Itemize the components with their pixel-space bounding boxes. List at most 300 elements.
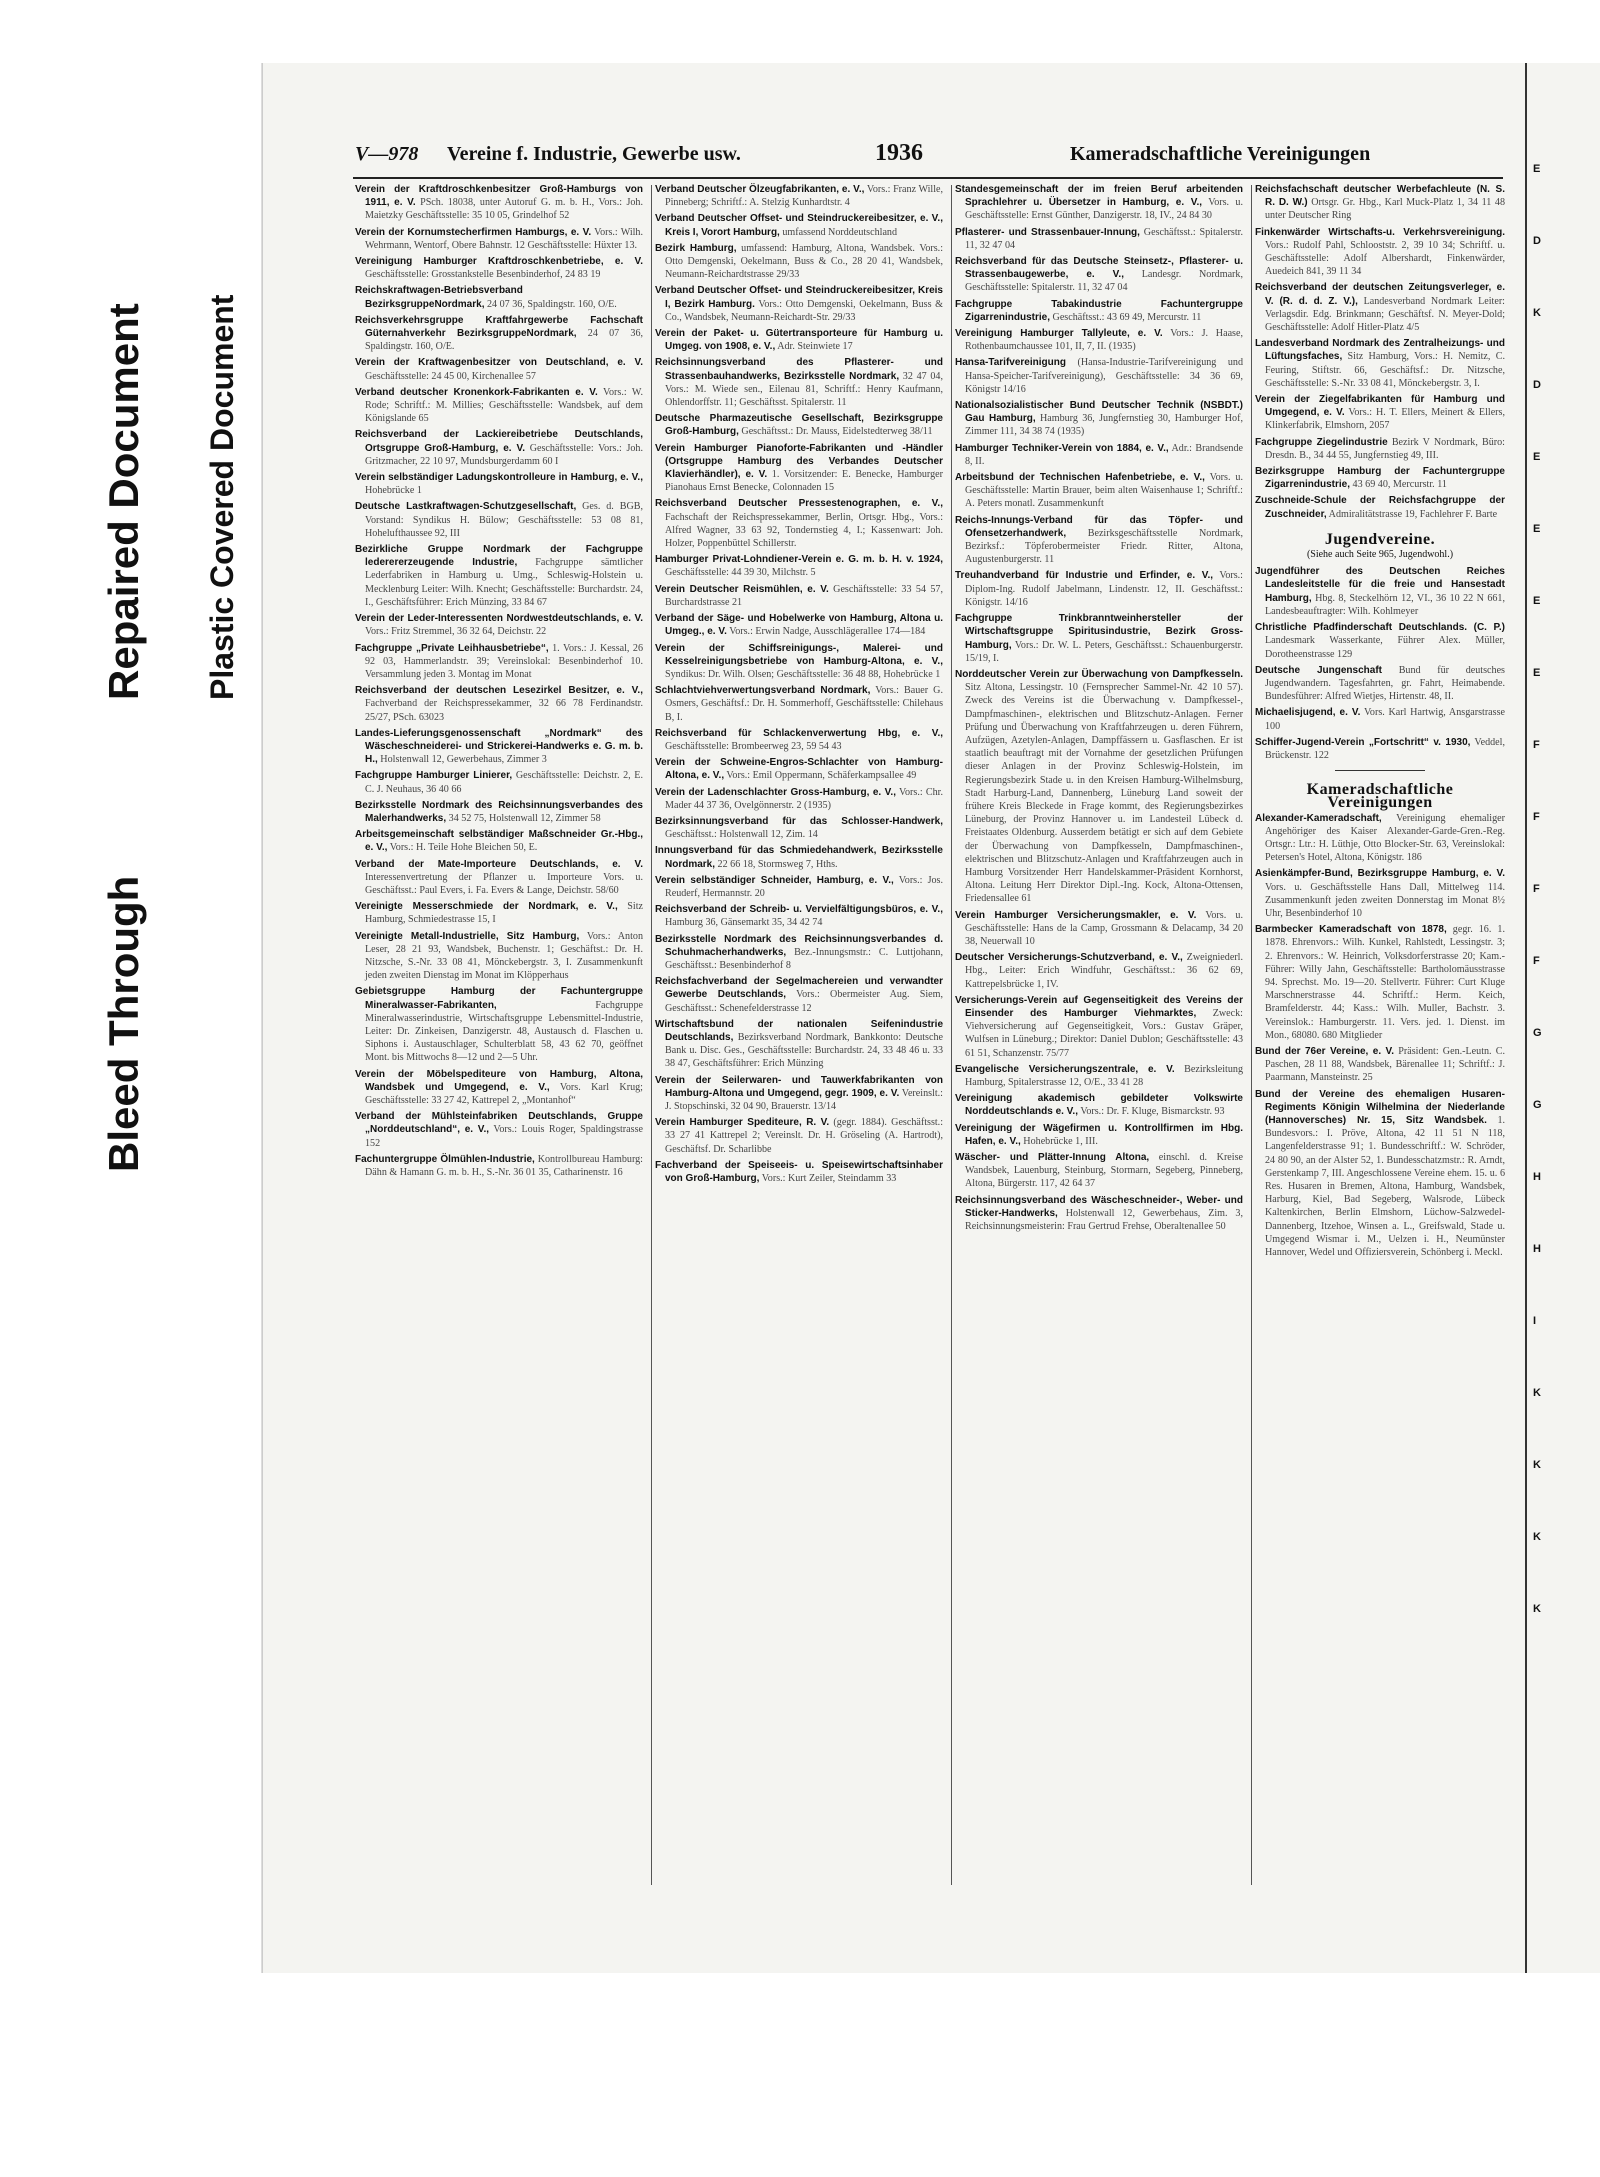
directory-entry [655,727,943,753]
entry-name: Landesverband Nordmark des Zentralheizungs- und Lüftungsfaches, [1255,338,1505,363]
adjacent-page-letter: F [1533,955,1540,967]
directory-entry [1255,226,1505,279]
directory-entry [355,314,643,354]
directory-entry [355,828,643,854]
entry-details: Kontrollbureau Hamburg: Dähn & Hamann G. m. b. H., S.-Nr. 36 01 35, Catharinenstr. 16 [365,1153,643,1179]
adjacent-page-letter: K [1533,1531,1541,1543]
directory-entry [955,1151,1243,1191]
entry-details: Vors.: Franz Wille, Pinneberg; Schriftf.: A. Stelzig Kunhardtstr. 4 [665,184,943,209]
header-title-right: Kameradschaftliche Vereinigungen [1070,143,1371,165]
adjacent-page-letter: K [1533,1459,1541,1471]
directory-entry [355,642,643,682]
directory-entry [955,1194,1243,1234]
entry-name: Landes-Lieferungsgenossenschaft „Nordmark“ des Wäscheschneiderei- und Strickerei-Handwerks e. G. m. b. H., [355,727,643,766]
entry-details: Vors.: Dr. F. Kluge, Bismarckstr. 93 [1078,1106,1225,1118]
directory-entry [1255,465,1505,491]
entry-name: Verein der Schiffsreinigungs-, Malerei- und Kesselreinigungsbetriebe von Hamburg-Altona, e. V., [655,642,943,667]
entry-name: Versicherungs-Verein auf Gegenseitigkeit des Vereins der Einsender des Hamburger Viehmarktes, [955,994,1243,1019]
entry-name: Reichsverband für das Deutsche Steinsetz-, Pflasterer- u. Strassenbaugewerbe, e. V., [955,256,1243,281]
entry-name: Deutscher Versicherungs-Schutzverband, e. V., [955,952,1183,964]
directory-entry [1255,621,1505,661]
entry-name: Deutsche Pharmazeutische Gesellschaft, Bezirksgruppe Groß-Hamburg, [655,413,943,438]
entry-details: Landesverband Nordmark Leiter: Verlagsdir. Edg. Brinkmann; Geschäftsf. N. Meyer-Dold; Geschäftsstelle: Adolf Hitler-Platz 4/5 [1265,295,1505,334]
entry-name: Verein der Ladenschlachter Gross-Hamburg, e. V., [655,786,896,798]
entry-details: Zweck: Viehversicherung auf Gegenseitigkeit, Vors.: Gustav Gräper, Wulfsen in Lüneburg.; Direktor: Daniel Dublon; Geschäftsstelle: 43 61 51, Schanzenstr. 75/77 [965,1007,1243,1059]
entry-name: Verein Hamburger Versicherungsmakler, e. V. [955,909,1197,921]
entry-name: Fachgruppe Hamburger Linierer, [355,770,513,782]
directory-entry [655,212,943,238]
directory-entry [655,815,943,841]
entry-name: Fachgruppe Tabakindustrie Fachuntergruppe Zigarrenindustrie, [955,298,1243,323]
entry-name: Reichsinnungsverband des Pflasterer- und Strassenbauhandwerks, Bezirksstelle Nordmark, [655,357,943,382]
entry-details: Geschäftsstelle: Grosstankstelle Besenbinderhof, 24 83 19 [365,269,601,281]
entry-details: Vors. Karl Hartwig, Ansgarstrasse 100 [1265,707,1505,732]
entry-details: Präsident: Gen.-Leutn. C. Paschen, 28 11 88, Wandsbek, Bärenallee 11; Schriftf.: J. Paarmann, Mansteinstr. 25 [1265,1045,1505,1084]
entry-details: Vors.: Emil Oppermann, Schäferkampsallee 49 [724,770,917,782]
directory-entry [955,471,1243,511]
text-column-4 [1255,183,1505,1883]
entry-name: Norddeutscher Verein zur Überwachung von Dampfkesseln. [955,668,1243,680]
adjacent-page-letter: F [1533,811,1540,823]
directory-entry [955,994,1243,1060]
directory-entry [355,543,643,609]
entry-details: Holstenwall 12, Gewerbehaus, Zimmer 3 [377,754,547,766]
directory-entry [655,1018,943,1071]
entry-details: Fachgruppe Mineralwasserindustrie, Wirtschaftsgruppe Lebensmittel-Industrie, Leiter: Dr. Zinkeisen, Danzigerstr. 48, Austausch d. Flaschen u. Siphons i. Austauschlager, Schulterblatt 58, 43 62 70, geöffnet Mont. bis Mittwochs 8—12 und 2—5 Uhr. [365,999,643,1064]
entry-details: Fachschaft der Reichspressekammer, Berlin, Ortsgr. Hbg., Vors.: Alfred Wagner, 33 63 92, Tondernstieg 4, I.; Kassenwart: Joh. Holzer, Poppenbüttel Schillerstr. [665,511,943,550]
entry-details: Vors. u. Geschäftsstelle: Martin Brauer, beim alten Waisenhause 1; Schriftf.: A. Peters monatl. Zusammenkunft [965,472,1243,510]
entry-name: Vereinigung akademisch gebildeter Volkswirte Norddeutschlands e. V., [955,1093,1243,1118]
entry-details: Geschäftsst.: Spitalerstr. 11, 32 47 04 [965,226,1243,251]
entry-name: Pflasterer- und Strassenbauer-Innung, [955,226,1140,238]
entry-name: Verein Hamburger Pianoforte-Fabrikanten und -Händler (Ortsgruppe Hamburg des Verbandes Deutscher Klavierhändler), e. V. [655,442,943,481]
entry-details: Fachverband der Reichspressekammer, 32 66 78 Ferdinandstr. 25/27, PSch. 63023 [365,698,643,723]
entry-name: Treuhandverband für Industrie und Erfinder, e. V., [955,570,1214,582]
directory-entry [955,1063,1243,1089]
directory-entry [355,1153,643,1179]
directory-entry [655,903,943,929]
entry-name: Bezirksgruppe Hamburg der Fachuntergruppe Zigarrenindustrie, [1255,466,1505,491]
entry-name: Hamburger Privat-Lohndiener-Verein e. G. m. b. H. v. 1924, [655,554,943,566]
entry-name: Verein der Kraftdroschkenbesitzer Groß-Hamburgs von 1911, e. V. [355,184,643,209]
directory-entry [355,386,643,426]
header-year: 1936 [875,140,923,166]
directory-entry [655,327,943,353]
directory-entry [655,684,943,724]
entry-details: Admiralitätstrasse 19, Fachlehrer F. Barte [1326,508,1498,520]
adjacent-page-letter: K [1533,1387,1541,1399]
directory-entry [1255,706,1505,732]
text-column-1 [355,183,643,1883]
entry-name: Verein der Kraftwagenbesitzer von Deutschland, e. V. [355,357,643,369]
entry-details: Hbg. 8, Steckelhörn 12, VI., 36 10 22 N 661, Landesbeauftragter: Wilh. Kohlmeyer [1265,592,1505,617]
entry-name: Vereinigte Metall-Industrielle, Sitz Hamburg, [355,930,580,942]
adjacent-page-letter: E [1533,163,1541,175]
entry-name: Wirtschaftsbund der nationalen Seifenindustrie Deutschlands, [655,1018,943,1043]
directory-entry [955,514,1243,567]
entry-name: Alexander-Kameradschaft, [1255,812,1382,824]
entry-details: 34 52 75, Holstenwall 12, Zimmer 58 [446,812,601,824]
entry-name: Asienkämpfer-Bund, Bezirksgruppe Hamburg, e. V. [1255,868,1505,880]
directory-entry [655,612,943,638]
entry-details: Geschäftsst.: Holstenwall 12, Zim. 14 [665,829,818,841]
directory-entry [355,727,643,767]
directory-entry [355,255,643,281]
entry-name: Reichsverband der Schreib- u. Vervielfältigungsbüros, e. V., [655,904,943,916]
entry-name: Hamburger Techniker-Verein von 1884, e. V., [955,442,1169,454]
entry-details: Bez.-Innungsmstr.: C. Luttjohann, Geschäftsst.: Besenbinderhof 8 [665,946,943,971]
column-divider [1251,185,1252,1885]
entry-name: Fachgruppe Ziegelindustrie [1255,436,1388,448]
entry-details: Vors. u. Geschäftsstelle: Hans de la Camp, Grossmann & Delacamp, 34 20 38, Neuerwall 10 [965,909,1243,947]
entry-details: Vors.: Diplom-Ing. Rudolf Jabelmann, Lindenstr. 12, II. Geschäftsst.: Königstr. 14/16 [965,570,1243,608]
directory-entry [955,442,1243,468]
entry-details: umfassend Norddeutschland [779,226,898,238]
directory-entry [355,226,643,252]
entry-name: Finkenwärder Wirtschafts-u. Verkehrsvereinigung. [1255,226,1505,238]
entry-details: 24 07 36, Spaldingstr. 160, O/E. [484,298,617,310]
adjacent-page-letter: G [1533,1027,1542,1039]
header-title-left: Vereine f. Industrie, Gewerbe usw. [447,143,741,165]
adjacent-page-letter: E [1533,595,1541,607]
entry-details: Vors.: Chr. Mader 44 37 36, Ovelgönnerstr. 2 (1935) [665,786,943,811]
directory-entry [955,612,1243,665]
adjacent-page-letter: D [1533,235,1541,247]
entry-details: Vereinigung ehemaliger Angehöriger des Kaiser Alexander-Garde-Gren.-Reg. Ortsgr.: Ltr.: H. Lüthje, Otto Blocker-Str. 63, Vereinslokal: Petersen's Hotel, Altona, Königstr. 186 [1265,812,1505,864]
entry-details: Sitz Altona, Lessingstr. 10 (Fernsprecher Sammel-Nr. 42 10 57). Zweck des Vereins ist die Überwachung v. Dampfkessel-, Dampfmaschinen-, elektrischen und Blitzschutz-Anlagen. Ferner Prüfung und Überwachung von Kraftfahrzeugen u. deren Führern, Aufzügen, Azetylen-Anlagen, Dampffässern u. Gasflaschen. Er ist staatlich beauftragt mit der Vornahme der gesetzlichen Prüfungen dieser Anlagen in der Provinz Schleswig-Holstein, im Regierungsbezirk Stade u. in den Kreisen Hamburg-Wilhelmsburg, Stadt Harburg-Land, Dannenberg, Lüneburg Land soweit der frühere Kreis Bleckede in Frage kommt, des Regierungsbezirkes Lüneburg, der Provinz Hannover u. im Landesteil Lübeck d. Freistaates Oldenburg. Ausserdem betätigt er sich auf dem Gebiete der Überwachung von Dampfkesseln, Dampfmaschinen-, elektrischen und Blitzschutz-Anlagen und Kraftfahrzeugen auch in Hamburg Vorsitzender Herr Handelskammer-Präsident Kornhorst, Altona. Leitung Herr Direktor Dipl.-Ing. Kock, Altona-Ottensen, Friedensallee 61 [965,682,1243,905]
entry-details: umfassend: Hamburg, Altona, Wandsbek. Vors.: Otto Demgenski, Oekelmann, Buss & Co., 28 20 41, Wandsbek, Neumann-Reichardtstrasse 29/33 [665,242,943,281]
entry-name: Verband Deutscher Offset- und Steindruckereibesitzer, e. V., Kreis I, Vorort Hamburg, [655,213,943,238]
entry-details: Vors.: Jos. Reuderf, Hermannstr. 20 [665,874,943,899]
entry-name: Reichsfachschaft deutscher Werbefachleute (N. S. R. D. W.) [1255,184,1505,209]
directory-entry [1255,664,1505,704]
section-note: (Siehe auch Seite 965, Jugendwohl.) [1306,549,1454,561]
entry-details: Vors.: Dr. W. L. Peters, Geschäftsst.: Schauenburgerstr. 15/19, I. [965,639,1243,664]
directory-entry [655,642,943,682]
entry-details: Landesmark Wasserkante, Führer Alex. Müller, Dorotheenstrasse 129 [1265,635,1505,660]
entry-name: Deutsche Jungenschaft [1255,664,1382,676]
entry-name: Verein der Paket- u. Gütertransporteure für Hamburg u. Umgeg. von 1908, e. V., [655,328,943,353]
directory-entry [355,356,643,382]
entry-name: Bezirksstelle Nordmark des Reichsinnungsverbandes des Malerhandwerks, [355,799,643,824]
directory-entry [955,226,1243,252]
directory-entry [655,1116,943,1156]
directory-entry [1255,736,1505,762]
entry-details: Vors.: W. Rode; Schriftf.: M. Millies; Geschäftsstelle: Wandsbek, auf dem Königslande 65 [365,386,643,425]
entry-details: Vors. u. Geschäftsstelle Hans Dall, Mittelweg 114. Zusammenkunft jeden zweiten Donnerstag im Monat 8½ Uhr, Besenbinderhof 10 [1265,881,1505,919]
entry-details: Vors.: Obermeister Aug. Siem, Geschäftsst.: Schenefelderstrasse 12 [665,989,943,1014]
section-separator [1335,770,1425,771]
entry-details: Vereinslt.: J. Stopschinski, 32 04 90, Brauerstr. 13/14 [665,1087,943,1112]
adjacent-page-letter: G [1533,1099,1542,1111]
entry-name: Verein selbständiger Ladungskontrolleure in Hamburg, e. V., [355,472,643,484]
entry-details: Vors.: Rudolf Pahl, Schlooststr. 2, 39 10 34; Schriftf. u. Geschäftsstelle: Adolf Albershardt, Finkenwärder, Auedeich 841, 39 11 34 [1265,239,1505,278]
directory-entry [655,786,943,812]
entry-details: Syndikus: Dr. Wilh. Olsen; Geschäftsstelle: 36 48 88, Hohebrücke 1 [665,668,941,680]
directory-entry [655,933,943,973]
directory-entry [655,1159,943,1185]
entry-details: Hohebrücke 1 [365,485,422,497]
entry-details: PSch. 18038, unter Autoruf G. m. b. H., Vors.: Joh. Maietzky Geschäftsstelle: 35 10 05, Grindelhof 52 [365,197,643,222]
directory-entry [955,356,1243,396]
entry-name: Verband der Mate-Importeure Deutschlands, e. V. [355,858,643,870]
entry-details: Geschäftsstelle: Vors.: Joh. Gritzmacher, 22 10 97, Mundsburgerdamm 60 I [365,442,643,467]
directory-entry [655,756,943,782]
directory-entry [655,497,943,550]
entry-details: Geschäftsstelle: Brombeerweg 23, 59 54 43 [665,740,842,752]
entry-details: Hamburg 36, Jungfernstieg 30, Hamburger Hof, Zimmer 111, 34 38 74 (1935) [965,413,1243,438]
entry-details: Vors.: Anton Leser, 28 21 93, Wandsbek, Buchenstr. 1; Geschäftst.: Dr. H. Nitzsche, S.-Nr. 33 08 41, Mönckebergstr. 3, I. Zusammenkunft jeden zweiten Dienstag im Monat im Klöpperhaus [365,930,643,982]
document-page [262,63,1561,1973]
entry-details: Vors.: Louis Roger, Spaldingstrasse 152 [365,1124,643,1149]
entry-details: Vors.: Otto Demgenski, Oekelmann, Buss & Co., Wandsbek, Neumann-Reichardt-Str. 29/33 [665,298,943,323]
entry-details: Fachgruppe sämtlicher Lederfabriken in Hamburg u. Umg., Schleswig-Holstein u. Mecklenburg Leiter: Wilh. Knecht; Geschäftsstelle: Burchardstr. 24, I., Geschäftsführer: Erich Münzing, 33 84 67 [365,557,643,608]
entry-details: Bezirk V Nordmark, Büro: Dresdn. B., 34 44 55, Jungfernstieg 49, III. [1265,436,1505,461]
directory-entry [955,255,1243,295]
adjacent-page-edge [1525,63,1600,1973]
directory-entry [355,684,643,724]
entry-name: Reichsverkehrsgruppe Kraftfahrgewerbe Fachschaft Güternahverkehr BezirksgruppeNordmark, [355,314,643,340]
directory-entry [955,1092,1243,1118]
entry-details: Geschäftsst.: Dr. Mauss, Eidelstedterweg 38/11 [738,426,933,438]
entry-details: 22 66 18, Stormsweg 7, Hths. [715,858,838,870]
entry-details: gegr. 16. 1. 1878. Ehrenvors.: Wilh. Kunkel, Rahlstedt, Lessingstr. 3; 2. Ehrenvors.: W. Heinrich, Volksdorferstrasse 20; Kam.-Führer: Willy Jahn, Geschäftsstelle: Bartholomäusstrasse 94. Sprechst. Mo. 19—20. Stellvertr. Führer: Curt Kluge Marschnerstrasse 44. Schriftf.: Herm. Keich, Bramfelderstr. 44; Kass.: Wilh. Muller, Bachstr. 3. Vereinslok.: Hamburgerstr. 11. Vers. jed. 1. Dienst. im Mon., 68080. 680 Mitglieder [1265,924,1505,1041]
directory-entry [955,399,1243,439]
adjacent-page-letter: E [1533,667,1541,679]
entry-name: Fachverband der Speiseeis- u. Speisewirtschaftsinhaber von Groß-Hamburg, [655,1159,943,1185]
adjacent-page-letter: F [1533,883,1540,895]
entry-name: Reichsverband Deutscher Pressestenographen, e. V., [655,498,943,510]
adjacent-page-letter: F [1533,739,1540,751]
bleed-through-stamp: Bleed Through [100,875,147,1172]
entry-details: Vors.: Fritz Stremmel, 36 32 64, Deichstr. 22 [365,626,547,638]
directory-entry [1255,1045,1505,1085]
entry-name: Arbeitsgemeinschaft selbständiger Maßschneider Gr.-Hbg., e. V., [355,829,643,854]
directory-entry [355,769,643,795]
directory-entry [1255,923,1505,1042]
header-rule [353,177,1503,179]
entry-name: Wäscher- und Plätter-Innung Altona, [955,1152,1150,1164]
directory-entry [955,327,1243,353]
directory-entry [1255,393,1505,433]
entry-name: Bezirk Hamburg, [655,242,737,254]
adjacent-page-letter: K [1533,1603,1541,1615]
entry-details: Geschäftsst.: 43 69 49, Mercurstr. 11 [1050,311,1202,323]
entry-details: Vors. u. Geschäftsstelle: Ernst Günther, Danzigerstr. 18, IV., 24 84 30 [965,197,1243,222]
entry-name: Jugendführer des Deutschen Reiches Landesleitstelle für die freie und Hansestadt Hamburg, [1255,566,1505,604]
entry-details: Bezirksverband Nordmark, Bankkonto: Deutsche Bank u. Disc. Ges., Geschäftsstelle: Burchardstr. 24, 33 48 46 u. 33 38 47, Geschäftsführer: Erich Münzing [665,1031,943,1070]
entry-name: Hansa-Tarifvereinigung [955,357,1066,369]
entry-details: Zweigniederl. Hbg., Leiter: Erich Windfuhr, Geschäftsst.: 36 62 69, Kattrepelsbrücke 1, IV. [965,952,1243,990]
entry-details: (Hansa-Industrie-Tarifvereinigung und Hansa-Speicher-Tarifvereinigung), Geschäftsstelle: 34 36 69, Königstr 14/16 [965,357,1243,395]
entry-name: Nationalsozialistischer Bund Deutscher Technik (NSBDT.) Gau Hamburg, [955,400,1243,425]
directory-entry [955,668,1243,906]
entry-details: 1. Vorsitzender: E. Benecke, Hamburger Pianohaus Ernst Benecke, Colonnaden 15 [665,469,943,494]
entry-details: Bezirksgeschäftsstelle Nordmark, Bezirksf.: Töpferobermeister Friedr. Ritter, Altona, Augustenburgerstr. 11 [965,527,1243,566]
directory-entry [1255,281,1505,334]
directory-entry [355,985,643,1064]
entry-name: Gebietsgruppe Hamburg der Fachuntergruppe Mineralwasser-Fabrikanten, [355,986,643,1011]
entry-details: Vors.: Bauer G. Osmers, Geschäftsf.: Dr. H. Sommerhoff, Geschäftsstelle: Chilehaus B, I. [665,685,943,723]
entry-name: Vereinigung Hamburger Kraftdroschkenbetriebe, e. V. [355,256,643,268]
entry-name: Verband der Mühlsteinfabriken Deutschlands, Gruppe „Norddeutschland“, e. V., [355,1111,643,1136]
entry-name: Verein der Ziegelfabrikanten für Hamburg und Umgegend, e. V. [1255,394,1505,419]
entry-name: Fachgruppe Trinkbranntweinhersteller der Wirtschaftsgruppe Spiritusindustrie, Bezirk Gross-Hamburg, [955,613,1243,651]
entry-name: Vereinigte Messerschmiede der Nordmark, e. V., [355,901,618,913]
entry-details: Ges. d. BGB, Vorstand: Syndikus H. Bülow; Geschäftsstelle: 53 08 81, Hohelufthaussee 92, III [365,501,643,539]
directory-entry [955,951,1243,991]
entry-details: Vors.: H. T. Ellers, Meinert & Ellers, Klinkerfabrik, Elmshorn, 2057 [1265,407,1505,432]
entry-details: Geschäftsstelle: 44 39 30, Milchstr. 5 [665,567,816,579]
entry-details: Adr.: Brandsende 8, II. [965,442,1243,467]
entry-name: Zuschneide-Schule der Reichsfachgruppe der Zuschneider, [1255,495,1505,520]
text-column-2 [655,183,943,1883]
entry-name: Verein der Seilerwaren- und Tauwerkfabrikanten von Hamburg-Altona und Umgegend, gegr. 1909, e. V. [655,1074,943,1099]
directory-entry [655,412,943,438]
directory-entry [355,471,643,497]
entry-details: Landesgr. Nordmark, Geschäftsstelle: Spitalerstr. 11, 32 47 04 [965,269,1243,294]
entry-details: Geschäftsstelle: 24 45 00, Kirchenallee 57 [365,370,536,382]
directory-entry [655,183,943,209]
directory-entry [655,975,943,1015]
entry-details: Holstenwall 12, Gewerbehaus, Zim. 3, Reichsinnungsmeisterin: Frau Gertrud Frehse, Oberaltenallee 50 [965,1207,1243,1233]
entry-name: Reichsfachverband der Segelmachereien und verwandter Gewerbe Deutschlands, [655,976,943,1001]
column-divider [651,185,652,1885]
column-divider [951,185,952,1885]
entry-name: Schiffer-Jugend-Verein „Fortschritt“ v. 1930, [1255,736,1471,748]
entry-name: Bund der 76er Vereine, e. V. [1255,1045,1395,1057]
directory-entry [355,1068,643,1108]
directory-entry [1255,1088,1505,1260]
directory-entry [355,284,643,310]
entry-name: Vereinigung der Wägefirmen u. Kontrollfirmen im Hbg. Hafen, e. V., [955,1122,1243,1147]
entry-name: Reichsverband für Schlackenverwertung Hbg, e. V., [655,727,943,739]
adjacent-page-letter: H [1533,1243,1541,1255]
entry-name: Reichsverband der deutschen Lesezirkel Besitzer, e. V., [355,685,643,697]
entry-details: Geschäftsstelle: 33 54 57, Burchardstrasse 21 [665,583,943,608]
directory-entry [1255,494,1505,520]
entry-name: Verein Hamburger Spediteure, R. V. [655,1117,830,1129]
entry-name: Christliche Pfadfinderschaft Deutschlands. (C. P.) [1255,622,1505,634]
entry-name: Verband deutscher Kronenkork-Fabrikanten e. V. [355,386,598,398]
entry-details: Sitz Hamburg, Vors.: H. Nemitz, C. Feuring, Stiftstr. 66, Geschäftsf.: Dr. Nitzsche, Geschäftsstelle: S.-Nr. 33 08 41, Mönckebergstr. 3, I. [1265,351,1505,389]
entry-name: Schlachtviehverwertungsverband Nordmark, [655,685,871,697]
directory-entry [655,284,943,324]
entry-name: Bezirkliche Gruppe Nordmark der Fachgruppe lederererzeugende Industrie, [355,544,643,569]
entry-name: Bund der Vereine des ehemaligen Husaren-Regiments Königin Wilhelmina der Niederlande (Hannoversches) Nr. 15, Sitz Wandsbek. [1255,1088,1505,1126]
entry-name: Reichs-Innungs-Verband für das Töpfer- und Ofensetzerhandwerk, [955,514,1243,539]
entry-name: Michaelisjugend, e. V. [1255,707,1361,719]
plastic-covered-stamp: Plastic Covered Document [204,294,240,700]
entry-details: Hohebrücke 1, III. [1020,1135,1098,1147]
entry-name: Arbeitsbund der Technischen Hafenbetriebe, e. V., [955,472,1205,484]
entry-details: Bund für deutsches Jugendwandern. Tagesfahrten, gr. Fahrt, Heimabende. Bundesführer: Alfred Wietjes, Hirtenstr. 48, II. [1265,664,1505,703]
entry-details: 43 69 40, Mercurstr. 11 [1350,479,1447,491]
entry-details: Vors.: J. Haase, Rothenbaumchaussee 101, II, 7, II. (1935) [965,328,1243,353]
directory-entry [655,874,943,900]
entry-name: Standesgemeinschaft der im freien Beruf arbeitenden Sprachlehrer u. Übersetzer in Hamburg, e. V., [955,184,1243,209]
directory-entry [955,909,1243,949]
entry-name: Reichsverband der deutschen Zeitungsverleger, e. V. (R. d. d. Z. V.), [1255,282,1505,307]
entry-details: Vors.: Kurt Zeiler, Steindamm 33 [759,1173,897,1185]
entry-details: Vors.: H. Teile Hohe Bleichen 50, E. [387,842,538,854]
entry-details: Bezirksleitung Hamburg, Spitalerstrasse 12, O/E., 33 41 28 [965,1063,1243,1088]
adjacent-page-letter: E [1533,451,1541,463]
entry-name: Reichsinnungsverband des Wäscheschneider-, Weber- und Sticker-Handwerks, [955,1194,1243,1219]
entry-name: Verband der Säge- und Hobelwerke von Hamburg, Altona u. Umgeg., e. V. [655,613,943,638]
entry-details: 32 47 04, Vors.: M. Wiede sen., Eilenau 81, Schriftf.: Henry Kaufmann, Ohlendorffstr. 11; Geschäftsst. Spitalerstr. 11 [665,370,943,409]
entry-details: Vors. Karl Krug; Geschäftsstelle: 33 27 42, Kattrepel 2, „Montanhof“ [365,1081,643,1106]
entry-name: Reichskraftwagen-Betriebsverband BezirksgruppeNordmark, [355,285,523,310]
directory-entry [955,183,1243,223]
entry-name: Bezirksinnungsverband für das Schlosser-Handwerk, [655,815,943,827]
entry-details: Sitz Hamburg, Schmiedestrasse 15, I [365,901,643,926]
directory-entry [355,930,643,983]
directory-entry [955,1122,1243,1148]
directory-entry [355,500,643,540]
directory-entry [1255,436,1505,462]
directory-entry [655,844,943,870]
adjacent-page-letter: E [1533,523,1541,535]
directory-entry [955,569,1243,609]
directory-entry [655,553,943,579]
entry-name: Verband Deutscher Offset- und Steindruckereibesitzer, Kreis I, Bezirk Hamburg. [655,285,943,310]
entry-name: Verein der Kornumstecherfirmen Hamburgs, e. V. [355,226,592,238]
directory-entry [1255,867,1505,920]
directory-entry [655,242,943,282]
entry-name: Verein selbständiger Schneider, Hamburg, e. V., [655,874,894,886]
entry-details: 1. Bundesvors.: I. Pröve, Altona, 42 11 51 N 118, Langenfelderstrasse 91; 1. Bundesschriftf.: W. Schröder, 24 80 90, an der Alster 52, 1. Bundesschatzmstr.: R. Arndt, Gerstenkamp 7, III. Angeschlossene Vereine ehem. 15. u. 6 Res. Husaren in Bremen, Altona, Hamburg, Wandsbek, Harburg, Kiel, Bad Segeberg, Walsrode, Lübeck Kaltenkirchen, Berlin Elmshorn, Lüchow-Salzwedel-Dannenberg, Itzehoe, Winsen a. L., Greifswald, Stade u. Umgegend Wismar i. M., Uelzen i. H., Neumünster Hannover, Wedel und Offiziersverein, Schönberg i. Meckl. [1265,1115,1505,1259]
entry-details: Adr. Steinwiete 17 [775,341,853,353]
entry-details: Ortsgr. Gr. Hbg., Karl Muck-Platz 1, 34 11 48 unter Deutscher Ring [1265,197,1505,222]
entry-name: Fachuntergruppe Ölmühlen-Industrie, [355,1153,535,1165]
entry-name: Reichsverband der Lackiereibetriebe Deutschlands, Ortsgruppe Groß-Hamburg, e. V. [355,429,643,454]
section-heading: Jugendvereine. [1324,530,1436,548]
entry-name: Deutsche Lastkraftwagen-Schutzgesellschaft, [355,501,577,513]
entry-details: 1. Vors.: J. Kessal, 26 92 03, Hammerlandstr. 39; Vereinslokal: Besenbinderhof 10. Versammlung jeden 3. Montag im Monat [365,642,643,680]
repaired-document-stamp: Repaired Document [100,303,147,700]
adjacent-page-letter: D [1533,379,1541,391]
directory-entry [355,1110,643,1150]
directory-entry [655,356,943,409]
entry-name: Vereinigung Hamburger Tallyleute, e. V. [955,328,1163,340]
page-number: V—978 [355,143,419,165]
directory-entry [655,442,943,495]
entry-details: Geschäftsstelle: Deichstr. 2, E. C. J. Neuhaus, 36 40 66 [365,770,643,795]
directory-entry [355,799,643,825]
directory-entry [1255,812,1505,865]
directory-entry [355,428,643,468]
entry-details: Veddel, Brückenstr. 122 [1265,736,1505,761]
entry-details: 24 07 36, Spaldingstr. 160, O/E. [365,328,643,353]
entry-details: Vors.: Wilh. Wehrmann, Wentorf, Obere Bahnstr. 12 Geschäftsstelle: Hüxter 13. [365,226,643,251]
directory-entry [655,583,943,609]
adjacent-page-letter: I [1533,1315,1537,1327]
adjacent-page-letter: H [1533,1171,1541,1183]
entry-name: Bezirksstelle Nordmark des Reichsinnungsverbandes d. Schuhmacherhandwerks, [655,933,943,958]
directory-entry [1255,183,1505,223]
entry-name: Barmbecker Kameradschaft von 1878, [1255,924,1447,936]
adjacent-page-letter: K [1533,307,1541,319]
directory-entry [355,183,643,223]
text-column-3 [955,183,1243,1883]
entry-name: Verein der Schweine-Engros-Schlachter von Hamburg-Altona, e. V., [655,757,943,782]
directory-entry [355,612,643,638]
entry-details: (gegr. 1884). Geschäftsst.: 33 27 41 Kattrepel 2; Vereinslt. Dr. H. Gröseling (A. Hartrodt), Geschäftsf. Dr. Scharlibbe [665,1117,943,1155]
section-heading: Kameradschaftliche Vereinigungen [1306,781,1454,812]
entry-name: Verein der Möbelspediteure von Hamburg, Altona, Wandsbek und Umgegend, e. V., [355,1068,643,1093]
directory-entry [655,1074,943,1114]
